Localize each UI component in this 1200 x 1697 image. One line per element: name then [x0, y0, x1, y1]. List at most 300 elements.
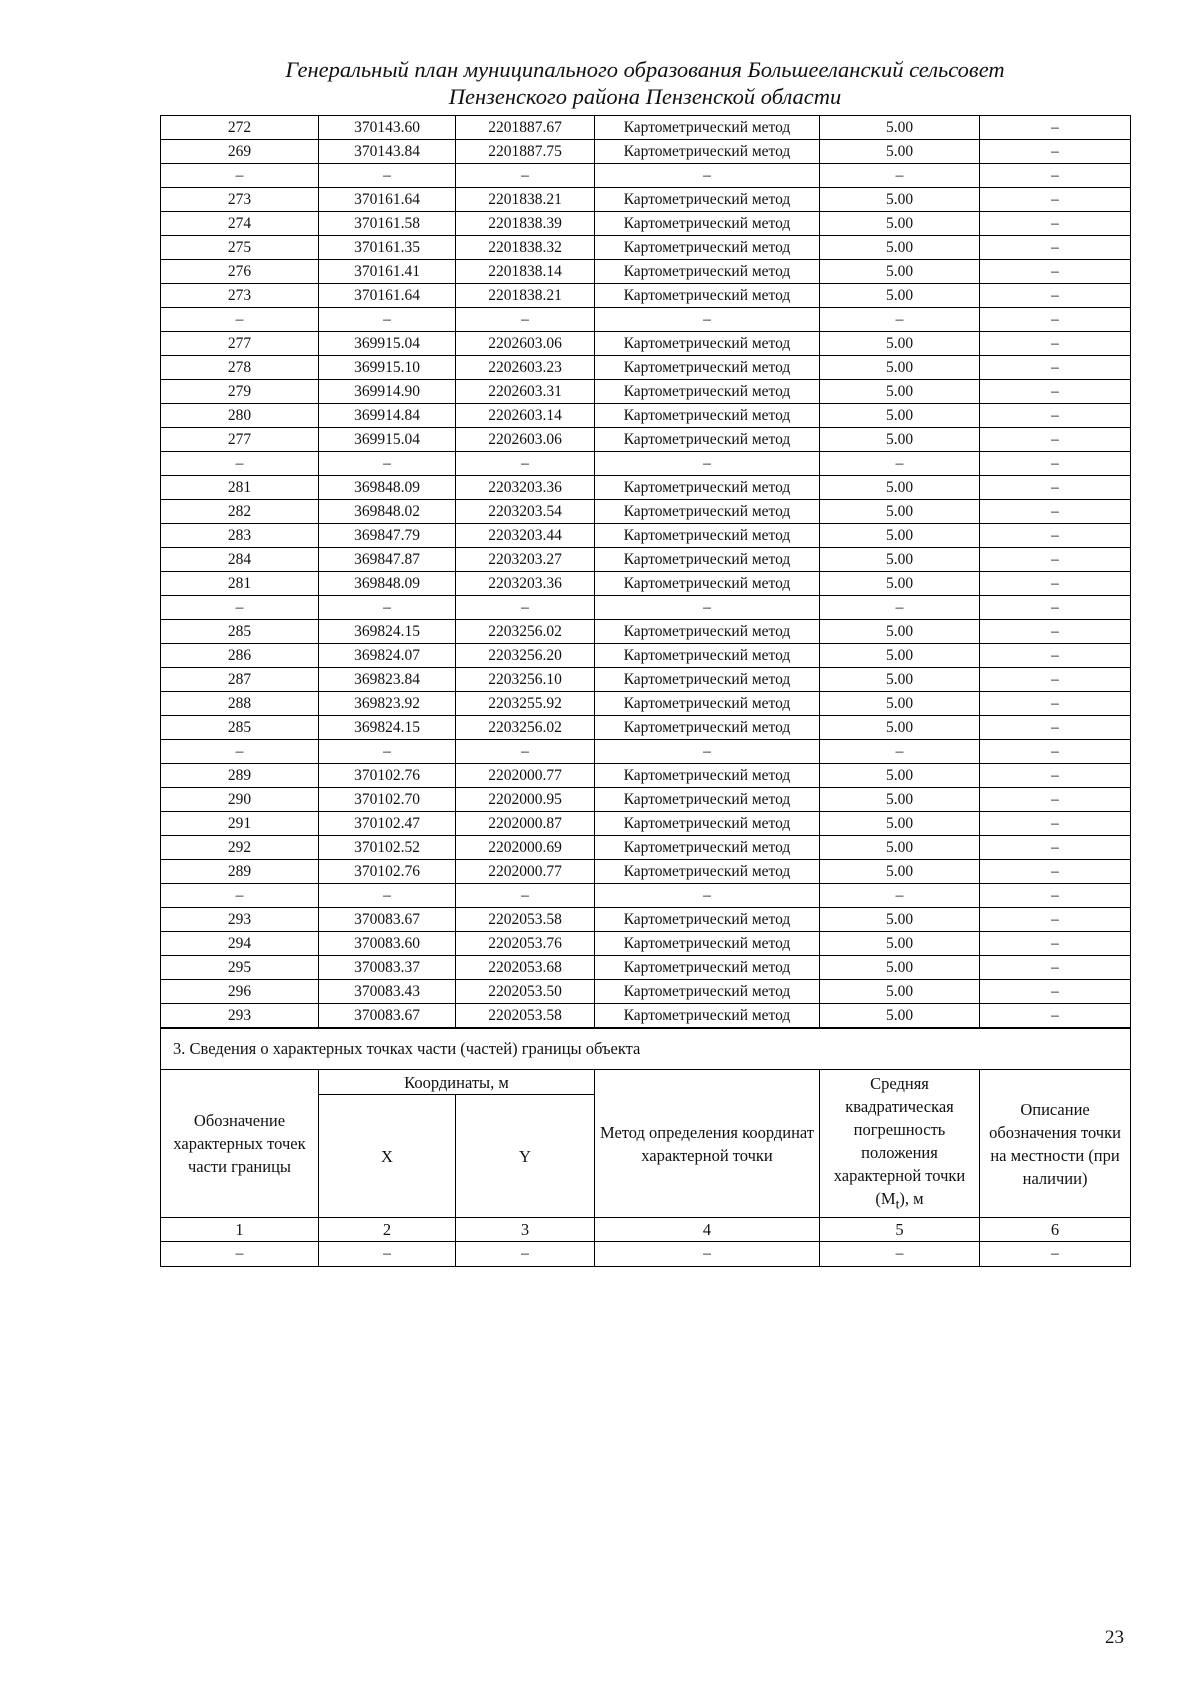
section3-header-row	[161, 1070, 1131, 1095]
description-cell: –	[980, 1004, 1131, 1028]
point-number-cell: 272	[161, 116, 319, 140]
table-row	[161, 620, 1131, 644]
method-cell: Картометрический метод	[595, 644, 820, 668]
mean-error-cell: 5.00	[820, 476, 980, 500]
method-cell: Картометрический метод	[595, 860, 820, 884]
table-row	[161, 644, 1131, 668]
table-row	[161, 164, 1131, 188]
x-coordinate-cell: 370143.84	[319, 140, 456, 164]
method-cell: Картометрический метод	[595, 476, 820, 500]
point-number-cell: 285	[161, 716, 319, 740]
description-cell: –	[980, 500, 1131, 524]
x-coordinate-cell: 370083.43	[319, 980, 456, 1004]
table-row	[161, 788, 1131, 812]
point-number-cell: 296	[161, 980, 319, 1004]
table-row	[161, 740, 1131, 764]
x-coordinate-cell: 369847.87	[319, 548, 456, 572]
description-cell: –	[980, 740, 1131, 764]
mean-error-cell: 5.00	[820, 908, 980, 932]
y-coordinate-cell: 2202000.77	[456, 764, 595, 788]
mean-error-cell: 5.00	[820, 116, 980, 140]
point-number-cell: 275	[161, 236, 319, 260]
method-cell: Картометрический метод	[595, 668, 820, 692]
y-coordinate-cell: –	[456, 740, 595, 764]
point-number-cell: –	[161, 596, 319, 620]
x-coordinate-cell: –	[319, 452, 456, 476]
y-coordinate-cell: 2203256.02	[456, 620, 595, 644]
mean-error-cell: 5.00	[820, 764, 980, 788]
x-coordinate-cell: 369915.04	[319, 428, 456, 452]
y-coordinate-cell: 2203255.92	[456, 692, 595, 716]
x-coordinate-cell: 369914.84	[319, 404, 456, 428]
method-cell: Картометрический метод	[595, 812, 820, 836]
header-error-subscript: t	[895, 1196, 900, 1212]
table-row	[161, 116, 1131, 140]
description-cell: –	[980, 548, 1131, 572]
table-row	[161, 524, 1131, 548]
description-cell: –	[980, 572, 1131, 596]
y-coordinate-cell: –	[456, 884, 595, 908]
description-cell: –	[980, 596, 1131, 620]
table-row	[161, 764, 1131, 788]
y-coordinate-cell: 2203203.36	[456, 476, 595, 500]
y-coordinate-cell: 2203203.54	[456, 500, 595, 524]
mean-error-cell: 5.00	[820, 620, 980, 644]
mean-error-cell: 5.00	[820, 284, 980, 308]
x-coordinate-cell: 370143.60	[319, 116, 456, 140]
table-row	[161, 908, 1131, 932]
table-row	[161, 452, 1131, 476]
y-coordinate-cell: 2202603.06	[456, 332, 595, 356]
point-number-cell: 291	[161, 812, 319, 836]
coordinates-table-body	[161, 116, 1131, 1028]
method-cell: Картометрический метод	[595, 332, 820, 356]
point-number-cell: 276	[161, 260, 319, 284]
point-number-cell: 277	[161, 428, 319, 452]
point-number-cell: –	[161, 164, 319, 188]
header-method: Метод определения координат характерной точки	[595, 1070, 820, 1218]
point-number-cell: 280	[161, 404, 319, 428]
description-cell: –	[980, 308, 1131, 332]
mean-error-cell: 5.00	[820, 404, 980, 428]
mean-error-cell: 5.00	[820, 572, 980, 596]
y-coordinate-cell: 2202000.87	[456, 812, 595, 836]
method-cell: Картометрический метод	[595, 692, 820, 716]
mean-error-cell: –	[820, 740, 980, 764]
x-coordinate-cell: 370083.37	[319, 956, 456, 980]
description-cell: –	[980, 716, 1131, 740]
description-cell: –	[980, 908, 1131, 932]
header-x: X	[319, 1095, 456, 1218]
header-error-text: Средняя квадратическая погрешность положения характерной точки (M	[833, 1073, 966, 1208]
table-row	[161, 836, 1131, 860]
table-row	[161, 140, 1131, 164]
column-number: 1	[161, 1218, 319, 1242]
mean-error-cell: 5.00	[820, 188, 980, 212]
mean-error-cell: 5.00	[820, 716, 980, 740]
mean-error-cell: 5.00	[820, 692, 980, 716]
section3-title: 3. Сведения о характерных точках части (частей) границы объекта	[161, 1029, 1131, 1070]
method-cell: –	[595, 740, 820, 764]
mean-error-cell: –	[820, 596, 980, 620]
y-coordinate-cell: 2202603.31	[456, 380, 595, 404]
page-number: 23	[1105, 1627, 1124, 1648]
y-coordinate-cell: 2203256.02	[456, 716, 595, 740]
point-number-cell: 281	[161, 572, 319, 596]
mean-error-cell: 5.00	[820, 332, 980, 356]
method-cell: –	[595, 164, 820, 188]
table-row	[161, 188, 1131, 212]
table-row	[161, 956, 1131, 980]
table-row	[161, 380, 1131, 404]
method-cell: –	[595, 884, 820, 908]
point-number-cell: 273	[161, 284, 319, 308]
table-row	[161, 260, 1131, 284]
description-cell: –	[980, 692, 1131, 716]
point-number-cell: 274	[161, 212, 319, 236]
y-coordinate-cell: 2202000.77	[456, 860, 595, 884]
table-row	[161, 500, 1131, 524]
y-coordinate-cell: 2203203.36	[456, 572, 595, 596]
y-coordinate-cell: 2202053.58	[456, 1004, 595, 1028]
table-row	[161, 404, 1131, 428]
method-cell: Картометрический метод	[595, 548, 820, 572]
coordinates-table	[160, 115, 1131, 1028]
method-cell: Картометрический метод	[595, 932, 820, 956]
point-number-cell: 282	[161, 500, 319, 524]
y-coordinate-cell: 2202603.23	[456, 356, 595, 380]
y-coordinate-cell: 2203256.10	[456, 668, 595, 692]
point-number-cell: 287	[161, 668, 319, 692]
description-cell: –	[980, 116, 1131, 140]
point-number-cell: –	[161, 308, 319, 332]
section3-empty-row	[161, 1242, 1131, 1267]
x-coordinate-cell: –	[319, 884, 456, 908]
table-row	[161, 212, 1131, 236]
point-number-cell: 283	[161, 524, 319, 548]
y-coordinate-cell: 2201838.32	[456, 236, 595, 260]
description-cell: –	[980, 284, 1131, 308]
mean-error-cell: 5.00	[820, 212, 980, 236]
mean-error-cell: 5.00	[820, 428, 980, 452]
method-cell: Картометрический метод	[595, 188, 820, 212]
x-coordinate-cell: 370083.67	[319, 908, 456, 932]
x-coordinate-cell: –	[319, 164, 456, 188]
x-coordinate-cell: –	[319, 308, 456, 332]
method-cell: Картометрический метод	[595, 1004, 820, 1028]
table-row	[161, 932, 1131, 956]
x-coordinate-cell: 370083.67	[319, 1004, 456, 1028]
description-cell: –	[980, 860, 1131, 884]
table-row	[161, 692, 1131, 716]
x-coordinate-cell: 369823.92	[319, 692, 456, 716]
mean-error-cell: 5.00	[820, 140, 980, 164]
mean-error-cell: –	[820, 884, 980, 908]
table-row	[161, 1004, 1131, 1028]
table-row	[161, 860, 1131, 884]
method-cell: Картометрический метод	[595, 404, 820, 428]
y-coordinate-cell: –	[456, 308, 595, 332]
x-coordinate-cell: 370161.64	[319, 188, 456, 212]
x-coordinate-cell: 369915.04	[319, 332, 456, 356]
mean-error-cell: 5.00	[820, 980, 980, 1004]
mean-error-cell: 5.00	[820, 644, 980, 668]
method-cell: Картометрический метод	[595, 116, 820, 140]
x-coordinate-cell: 370102.47	[319, 812, 456, 836]
description-cell: –	[980, 620, 1131, 644]
x-coordinate-cell: 369824.15	[319, 620, 456, 644]
method-cell: Картометрический метод	[595, 716, 820, 740]
y-coordinate-cell: 2201838.39	[456, 212, 595, 236]
column-number: 5	[820, 1218, 980, 1242]
mean-error-cell: 5.00	[820, 500, 980, 524]
table-row	[161, 236, 1131, 260]
y-coordinate-cell: –	[456, 596, 595, 620]
header-designation: Обозначение характерных точек части границы	[161, 1070, 319, 1218]
x-coordinate-cell: 369848.09	[319, 476, 456, 500]
description-cell: –	[980, 980, 1131, 1004]
method-cell: Картометрический метод	[595, 212, 820, 236]
x-coordinate-cell: 370161.58	[319, 212, 456, 236]
y-coordinate-cell: 2203203.27	[456, 548, 595, 572]
method-cell: Картометрический метод	[595, 284, 820, 308]
method-cell: Картометрический метод	[595, 572, 820, 596]
x-coordinate-cell: 370083.60	[319, 932, 456, 956]
description-cell: –	[980, 188, 1131, 212]
x-coordinate-cell: 370161.64	[319, 284, 456, 308]
description-cell: –	[980, 812, 1131, 836]
empty-cell: –	[820, 1242, 980, 1267]
point-number-cell: 293	[161, 1004, 319, 1028]
x-coordinate-cell: –	[319, 740, 456, 764]
method-cell: Картометрический метод	[595, 140, 820, 164]
x-coordinate-cell: 370102.76	[319, 764, 456, 788]
method-cell: Картометрический метод	[595, 236, 820, 260]
point-number-cell: 273	[161, 188, 319, 212]
method-cell: Картометрический метод	[595, 356, 820, 380]
empty-cell: –	[595, 1242, 820, 1267]
y-coordinate-cell: 2202053.58	[456, 908, 595, 932]
point-number-cell: 269	[161, 140, 319, 164]
method-cell: Картометрический метод	[595, 428, 820, 452]
table-row	[161, 572, 1131, 596]
y-coordinate-cell: 2201887.75	[456, 140, 595, 164]
header-y: Y	[456, 1095, 595, 1218]
point-number-cell: 289	[161, 764, 319, 788]
description-cell: –	[980, 332, 1131, 356]
y-coordinate-cell: 2202603.06	[456, 428, 595, 452]
header-description: Описание обозначения точки на местности (при наличии)	[980, 1070, 1131, 1218]
empty-cell: –	[319, 1242, 456, 1267]
description-cell: –	[980, 212, 1131, 236]
point-number-cell: 285	[161, 620, 319, 644]
point-number-cell: 278	[161, 356, 319, 380]
x-coordinate-cell: 370102.70	[319, 788, 456, 812]
method-cell: Картометрический метод	[595, 380, 820, 404]
mean-error-cell: 5.00	[820, 860, 980, 884]
y-coordinate-cell: 2202053.76	[456, 932, 595, 956]
mean-error-cell: 5.00	[820, 1004, 980, 1028]
description-cell: –	[980, 884, 1131, 908]
y-coordinate-cell: 2201838.21	[456, 188, 595, 212]
x-coordinate-cell: 370102.76	[319, 860, 456, 884]
x-coordinate-cell: 369848.09	[319, 572, 456, 596]
mean-error-cell: 5.00	[820, 812, 980, 836]
point-number-cell: 288	[161, 692, 319, 716]
header-line-1: Генеральный план муниципального образования Большееланский сельсовет	[285, 57, 1005, 82]
method-cell: Картометрический метод	[595, 836, 820, 860]
method-cell: –	[595, 596, 820, 620]
point-number-cell: 279	[161, 380, 319, 404]
point-number-cell: –	[161, 740, 319, 764]
method-cell: Картометрический метод	[595, 788, 820, 812]
point-number-cell: 289	[161, 860, 319, 884]
point-number-cell: 281	[161, 476, 319, 500]
method-cell: Картометрический метод	[595, 620, 820, 644]
mean-error-cell: 5.00	[820, 380, 980, 404]
column-number: 3	[456, 1218, 595, 1242]
point-number-cell: 293	[161, 908, 319, 932]
x-coordinate-cell: 370161.35	[319, 236, 456, 260]
description-cell: –	[980, 524, 1131, 548]
x-coordinate-cell: 369824.07	[319, 644, 456, 668]
description-cell: –	[980, 428, 1131, 452]
description-cell: –	[980, 236, 1131, 260]
mean-error-cell: 5.00	[820, 836, 980, 860]
point-number-cell: 284	[161, 548, 319, 572]
table-row	[161, 884, 1131, 908]
description-cell: –	[980, 380, 1131, 404]
method-cell: Картометрический метод	[595, 980, 820, 1004]
description-cell: –	[980, 836, 1131, 860]
mean-error-cell: 5.00	[820, 548, 980, 572]
x-coordinate-cell: 370102.52	[319, 836, 456, 860]
mean-error-cell: 5.00	[820, 236, 980, 260]
x-coordinate-cell: 370161.41	[319, 260, 456, 284]
y-coordinate-cell: 2201887.67	[456, 116, 595, 140]
mean-error-cell: 5.00	[820, 668, 980, 692]
method-cell: Картометрический метод	[595, 956, 820, 980]
column-number: 2	[319, 1218, 456, 1242]
description-cell: –	[980, 140, 1131, 164]
empty-cell: –	[980, 1242, 1131, 1267]
mean-error-cell: 5.00	[820, 260, 980, 284]
empty-cell: –	[456, 1242, 595, 1267]
x-coordinate-cell: 369915.10	[319, 356, 456, 380]
empty-cell: –	[161, 1242, 319, 1267]
mean-error-cell: –	[820, 164, 980, 188]
point-number-cell: –	[161, 452, 319, 476]
table-row	[161, 332, 1131, 356]
x-coordinate-cell: 369847.79	[319, 524, 456, 548]
description-cell: –	[980, 644, 1131, 668]
section3-title-row	[161, 1029, 1131, 1070]
method-cell: –	[595, 308, 820, 332]
x-coordinate-cell: 369848.02	[319, 500, 456, 524]
description-cell: –	[980, 668, 1131, 692]
mean-error-cell: –	[820, 452, 980, 476]
method-cell: Картометрический метод	[595, 524, 820, 548]
table-row	[161, 428, 1131, 452]
point-number-cell: 277	[161, 332, 319, 356]
mean-error-cell: 5.00	[820, 956, 980, 980]
header-error	[820, 1070, 980, 1218]
point-number-cell: 295	[161, 956, 319, 980]
y-coordinate-cell: 2202053.68	[456, 956, 595, 980]
description-cell: –	[980, 932, 1131, 956]
section3-column-numbers-row	[161, 1218, 1131, 1242]
method-cell: –	[595, 452, 820, 476]
x-coordinate-cell: 369914.90	[319, 380, 456, 404]
y-coordinate-cell: 2203256.20	[456, 644, 595, 668]
y-coordinate-cell: 2201838.21	[456, 284, 595, 308]
y-coordinate-cell: 2202053.50	[456, 980, 595, 1004]
point-number-cell: 292	[161, 836, 319, 860]
mean-error-cell: 5.00	[820, 356, 980, 380]
mean-error-cell: 5.00	[820, 788, 980, 812]
y-coordinate-cell: 2203203.44	[456, 524, 595, 548]
document-header	[160, 56, 1130, 110]
table-row	[161, 980, 1131, 1004]
x-coordinate-cell: –	[319, 596, 456, 620]
mean-error-cell: –	[820, 308, 980, 332]
description-cell: –	[980, 476, 1131, 500]
method-cell: Картометрический метод	[595, 260, 820, 284]
method-cell: Картометрический метод	[595, 764, 820, 788]
header-coordinates: Координаты, м	[319, 1070, 595, 1095]
method-cell: Картометрический метод	[595, 500, 820, 524]
method-cell: Картометрический метод	[595, 908, 820, 932]
description-cell: –	[980, 452, 1131, 476]
y-coordinate-cell: 2202000.95	[456, 788, 595, 812]
table-row	[161, 596, 1131, 620]
point-number-cell: 290	[161, 788, 319, 812]
y-coordinate-cell: –	[456, 452, 595, 476]
y-coordinate-cell: –	[456, 164, 595, 188]
header-line-2: Пензенского района Пензенской области	[448, 84, 842, 109]
table-row	[161, 308, 1131, 332]
mean-error-cell: 5.00	[820, 932, 980, 956]
table-row	[161, 668, 1131, 692]
point-number-cell: 294	[161, 932, 319, 956]
description-cell: –	[980, 788, 1131, 812]
column-number: 4	[595, 1218, 820, 1242]
table-row	[161, 548, 1131, 572]
table-row	[161, 716, 1131, 740]
table-row	[161, 812, 1131, 836]
description-cell: –	[980, 356, 1131, 380]
y-coordinate-cell: 2202603.14	[456, 404, 595, 428]
point-number-cell: –	[161, 884, 319, 908]
column-number: 6	[980, 1218, 1131, 1242]
mean-error-cell: 5.00	[820, 524, 980, 548]
table-row	[161, 284, 1131, 308]
x-coordinate-cell: 369824.15	[319, 716, 456, 740]
header-error-unit: ), м	[899, 1188, 924, 1208]
table-row	[161, 356, 1131, 380]
x-coordinate-cell: 369823.84	[319, 668, 456, 692]
y-coordinate-cell: 2202000.69	[456, 836, 595, 860]
section3-table	[160, 1028, 1131, 1267]
y-coordinate-cell: 2201838.14	[456, 260, 595, 284]
point-number-cell: 286	[161, 644, 319, 668]
description-cell: –	[980, 260, 1131, 284]
description-cell: –	[980, 956, 1131, 980]
description-cell: –	[980, 164, 1131, 188]
description-cell: –	[980, 764, 1131, 788]
description-cell: –	[980, 404, 1131, 428]
table-row	[161, 476, 1131, 500]
